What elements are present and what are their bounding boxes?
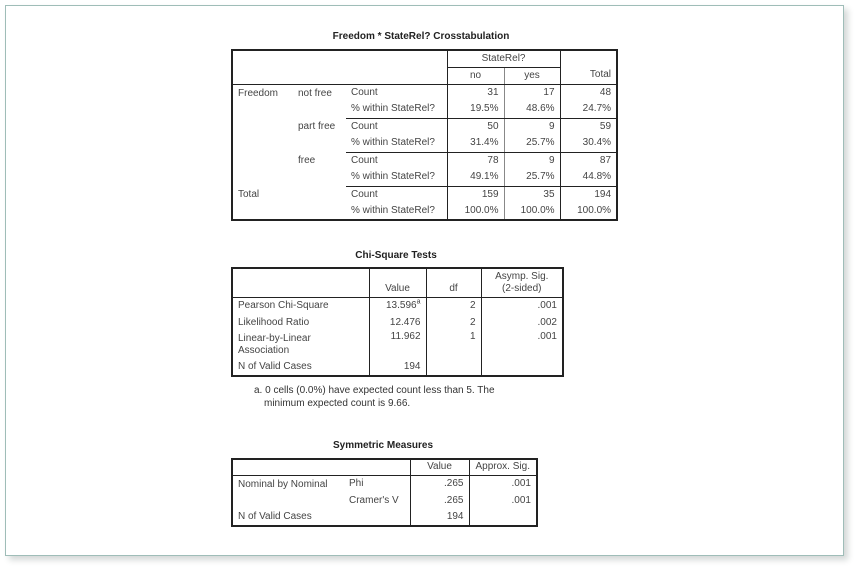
table-cell (481, 359, 563, 376)
table-cell: 50 (447, 118, 504, 135)
symm-table (231, 458, 538, 527)
crosstab-corner (232, 50, 447, 84)
stat-label: % within StateRel? (346, 101, 447, 118)
symm-n-label: N of Valid Cases (238, 511, 312, 522)
chisq-header-sig (481, 268, 563, 297)
table-cell: 2 (426, 314, 481, 331)
table-cell (469, 509, 537, 526)
stat-label: % within StateRel? (346, 169, 447, 186)
crosstab-row-var: Freedom (238, 87, 279, 99)
table-cell: 31 (447, 84, 504, 101)
table-cell: .001 (481, 331, 563, 359)
table-cell: .001 (469, 492, 537, 509)
table-cell: .001 (481, 297, 563, 314)
table-cell: 9 (504, 118, 560, 135)
table-cell: 59 (560, 118, 617, 135)
symm-row-label: Phi (349, 477, 364, 489)
table-cell: 49.1% (447, 169, 504, 186)
chisq-row-label-line2: Association (238, 345, 290, 356)
chisq-table (231, 267, 564, 377)
table-cell: .001 (469, 475, 537, 492)
chisq-row-label (232, 331, 369, 359)
table-cell (369, 297, 426, 314)
stat-label: Count (351, 120, 378, 132)
table-row (232, 475, 537, 492)
table-cell: 1 (426, 331, 481, 359)
table-row (232, 84, 617, 101)
chisq-row-label: Likelihood Ratio (238, 316, 310, 328)
table-cell: 87 (560, 152, 617, 169)
table-cell: 9 (504, 152, 560, 169)
table-cell: 24.7% (560, 101, 617, 118)
table-cell: 19.5% (447, 101, 504, 118)
table-cell: 30.4% (560, 135, 617, 152)
symm-group-label: Nominal by Nominal (238, 478, 328, 490)
crosstab-col-yes: yes (504, 67, 560, 84)
chisq-corner (232, 268, 369, 297)
crosstab-col-group: StateRel? (447, 50, 560, 67)
symm-header-sig: Approx. Sig. (469, 459, 537, 475)
chisq-header-value: Value (369, 268, 426, 297)
table-cell: .265 (410, 475, 469, 492)
table-cell: 48.6% (504, 101, 560, 118)
chisq-header-sig-line2: (2-sided) (502, 282, 542, 294)
table-cell: 194 (369, 359, 426, 376)
table-row (232, 359, 563, 376)
table-cell: 78 (447, 152, 504, 169)
table-cell: 25.7% (504, 169, 560, 186)
table-cell: 48 (560, 84, 617, 101)
chisq-value: 13.596 (386, 299, 417, 311)
symm-corner (232, 459, 410, 475)
stat-label: Count (351, 188, 378, 200)
footnote-marker: a (416, 298, 421, 306)
table-cell: .265 (410, 492, 469, 509)
table-cell: 100.0% (447, 203, 504, 220)
symm-title: Symmetric Measures (332, 440, 434, 451)
table-row (232, 297, 563, 314)
table-cell: 2 (426, 297, 481, 314)
chisq-row-label: N of Valid Cases (238, 361, 312, 372)
table-cell: 35 (504, 186, 560, 203)
table-cell: 12.476 (369, 314, 426, 331)
table-row (232, 314, 563, 331)
crosstab-title: Freedom * StateRel? Crosstabulation (332, 31, 510, 42)
chisq-footnote (254, 384, 495, 410)
chisq-header-df: df (426, 268, 481, 297)
crosstab-total-label: Total (238, 189, 260, 200)
table-cell: 194 (560, 186, 617, 203)
chisq-title: Chi-Square Tests (355, 250, 437, 261)
crosstab-row-label: part free (298, 121, 336, 132)
table-cell: 44.8% (560, 169, 617, 186)
chisq-header-sig-line1: Asymp. Sig. (495, 270, 549, 282)
table-cell: 31.4% (447, 135, 504, 152)
stat-label: % within StateRel? (346, 135, 447, 152)
chisq-row-label-line1: Linear-by-Linear (238, 333, 311, 344)
symm-header-value: Value (410, 459, 469, 475)
table-cell: 194 (410, 509, 469, 526)
stat-label: Count (351, 86, 378, 98)
crosstab-col-no: no (447, 67, 504, 84)
chisq-footnote-line2: minimum expected count is 9.66. (264, 398, 411, 409)
crosstab-table (231, 49, 618, 221)
table-cell: 11.962 (369, 331, 426, 359)
table-cell: 159 (447, 186, 504, 203)
crosstab-col-total: Total (560, 50, 617, 84)
chisq-footnote-line1: a. 0 cells (0.0%) have expected count less than 5. The (254, 385, 495, 396)
crosstab-row-label: free (298, 155, 316, 166)
table-row (232, 509, 537, 526)
crosstab-row-label: not free (298, 87, 332, 99)
table-row (232, 186, 617, 203)
symm-row-label: Cramer's V (349, 494, 399, 506)
stat-label: % within StateRel? (351, 205, 435, 216)
table-cell: .002 (481, 314, 563, 331)
table-cell (426, 359, 481, 376)
stat-label: Count (351, 154, 378, 166)
table-cell: 100.0% (560, 203, 617, 220)
table-row (232, 331, 563, 359)
table-cell: 100.0% (504, 203, 560, 220)
table-cell: 17 (504, 84, 560, 101)
chisq-row-label: Pearson Chi-Square (238, 299, 329, 311)
table-cell: 25.7% (504, 135, 560, 152)
